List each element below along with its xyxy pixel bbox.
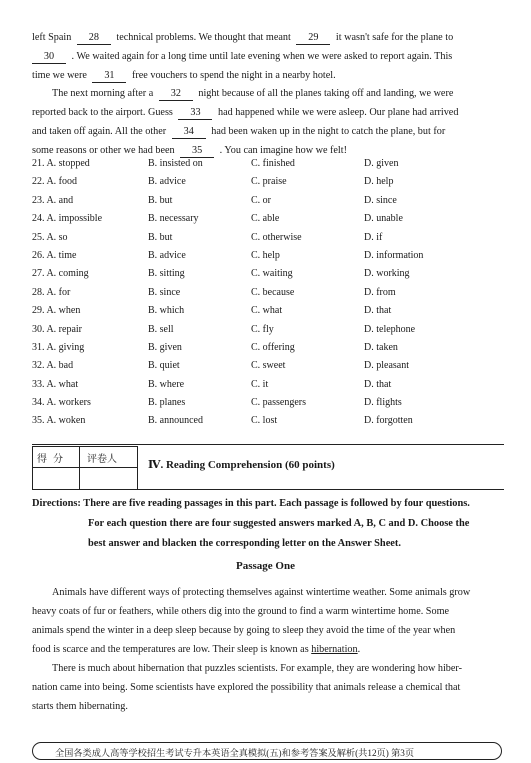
option-choice: C. able xyxy=(251,213,280,225)
option-choice: C. it xyxy=(251,378,269,390)
option-choice: D. if xyxy=(364,231,383,243)
option-choice: B. since xyxy=(148,286,181,298)
option-choice: D. given xyxy=(364,158,399,169)
option-row xyxy=(32,397,504,415)
passage-title: Passage One xyxy=(236,560,295,572)
option-row xyxy=(32,305,504,323)
cloze-line: 30 . We waited again for a long time until late evening when we were asked to report again. This xyxy=(32,47,504,66)
cloze-line: time we were 31 free vouchers to spend the night in a nearby hotel. xyxy=(32,70,336,81)
option-row xyxy=(32,415,504,433)
option-row xyxy=(32,360,504,378)
option-choice: D. flights xyxy=(364,397,402,409)
option-choice: 22. A. food xyxy=(32,176,77,188)
option-choice: D. pleasant xyxy=(364,360,409,372)
option-choice: B. advice xyxy=(148,249,186,261)
option-row xyxy=(32,287,504,305)
option-choice: D. telephone xyxy=(364,323,416,335)
page-footer xyxy=(32,742,502,760)
option-choice: D. taken xyxy=(364,341,398,353)
option-choice: D. forgotten xyxy=(364,415,413,427)
option-choice: B. but xyxy=(148,194,173,206)
option-choice: 35. A. woken xyxy=(32,415,86,427)
option-choice: C. waiting xyxy=(251,268,293,280)
option-choice: B. sell xyxy=(148,323,174,335)
option-row xyxy=(32,195,504,213)
option-choice: D. information xyxy=(364,249,424,261)
option-choice: 27. A. coming xyxy=(32,268,89,280)
option-choice: 34. A. workers xyxy=(32,397,91,409)
option-choice: C. passengers xyxy=(251,397,306,409)
cloze-line: reported back to the airport. Guess 33 had happened while we were asleep. Our plane had arrived xyxy=(32,107,459,118)
directions: Directions: There are five reading passages in this part. Each passage is followed by four questions. For each question there are four suggested answers marked A, B, C and D. Choose the best answer and blacken the corresponding letter on the Answer Sheet. xyxy=(32,498,470,549)
blank-30: 30 xyxy=(32,51,66,64)
option-choice: B. planes xyxy=(148,397,186,409)
cloze-line: The next morning after a 32 night because of all the planes taking off and landing, we were xyxy=(52,88,454,99)
option-row xyxy=(32,324,504,342)
cloze-paragraph-1 xyxy=(32,28,504,85)
option-row xyxy=(32,176,504,194)
option-choice: B. but xyxy=(148,231,173,243)
cloze-line: left Spain 28 technical problems. We thought that meant 29 it wasn't safe for the plane to xyxy=(32,32,454,43)
option-choice: C. fly xyxy=(251,323,274,335)
option-row xyxy=(32,158,504,176)
option-choice: 30. A. repair xyxy=(32,323,82,335)
score-label: 得分 xyxy=(37,454,69,465)
option-row xyxy=(32,250,504,268)
option-choice: B. which xyxy=(148,305,185,317)
blank-28: 28 xyxy=(77,32,111,45)
option-choice: B. quiet xyxy=(148,360,180,372)
option-choice: 25. A. so xyxy=(32,231,68,243)
option-row xyxy=(32,379,504,397)
option-choice: C. or xyxy=(251,194,271,206)
option-row xyxy=(32,268,504,286)
option-choice: D. help xyxy=(364,176,394,188)
option-row xyxy=(32,342,504,360)
passage-text: Animals have different ways of protecting themselves against wintertime weather. Some animals grow heavy coats of fur or feathers, while others dig into the ground to find a warm wintertime home. Some animals spend the winter in a deep sleep because by going to sleep they avoid the time of the year when food is scarce and the temperatures are low. Their sleep is known as hibernation. There is much about hibernation that puzzles scientists. For example, they are wondering how hiber- nation came into being. Some scientists have explored the possibility that animals release a chemical that starts them hibernating. xyxy=(32,587,471,712)
option-choice: B. necessary xyxy=(148,213,199,225)
divider-line xyxy=(32,444,504,445)
option-choice: B. where xyxy=(148,378,185,390)
option-choice: D. that xyxy=(364,378,392,390)
option-choice: B. insisted on xyxy=(148,158,203,169)
cloze-line: and taken off again. All the other 34 had been waken up in the night to catch the plane, but for xyxy=(32,126,446,137)
hibernation-underlined: hibernation xyxy=(311,644,358,655)
option-choice: 31. A. giving xyxy=(32,341,85,353)
option-choice: D. from xyxy=(364,286,396,298)
section-title: Ⅳ. Reading Comprehension (60 points) xyxy=(148,459,335,471)
option-choice: 23. A. and xyxy=(32,194,74,206)
option-choice: 21. A. stopped xyxy=(32,158,90,169)
option-choice: 33. A. what xyxy=(32,378,79,390)
option-choice: C. help xyxy=(251,249,280,261)
option-choice: D. since xyxy=(364,194,397,206)
option-choice: C. praise xyxy=(251,176,287,188)
answer-options xyxy=(32,158,504,434)
option-choice: C. lost xyxy=(251,415,278,427)
cloze-line: some reasons or other we had been 35 . You can imagine how we felt! xyxy=(32,145,347,156)
option-choice: C. finished xyxy=(251,158,295,169)
option-row xyxy=(32,232,504,250)
blank-32: 32 xyxy=(159,88,193,101)
blank-31: 31 xyxy=(92,70,126,83)
footer-text: 全国各类成人高等学校招生考试专升本英语全真模拟(五)和参考答案及解析(共12页) 第3页 xyxy=(55,748,415,758)
option-choice: C. otherwise xyxy=(251,231,302,243)
option-choice: D. that xyxy=(364,305,392,317)
option-choice: 28. A. for xyxy=(32,286,71,298)
option-choice: C. sweet xyxy=(251,360,286,372)
grader-label: 评卷人 xyxy=(87,454,117,465)
divider-line xyxy=(32,489,504,490)
option-choice: 29. A. when xyxy=(32,305,81,317)
option-choice: C. because xyxy=(251,286,295,298)
blank-29: 29 xyxy=(296,32,330,45)
cloze-paragraph-2 xyxy=(32,84,504,160)
option-choice: 26. A. time xyxy=(32,249,77,261)
blank-35: 35 xyxy=(180,145,214,158)
blank-34: 34 xyxy=(172,126,206,139)
option-choice: B. announced xyxy=(148,415,203,427)
option-choice: C. what xyxy=(251,305,283,317)
option-choice: B. advice xyxy=(148,176,186,188)
score-box xyxy=(32,446,138,490)
option-choice: 32. A. bad xyxy=(32,360,74,372)
blank-33: 33 xyxy=(178,107,212,120)
option-choice: B. sitting xyxy=(148,268,185,280)
option-choice: C. offering xyxy=(251,341,295,353)
option-row xyxy=(32,213,504,231)
option-choice: D. unable xyxy=(364,213,403,225)
option-choice: D. working xyxy=(364,268,410,280)
option-choice: 24. A. impossible xyxy=(32,213,103,225)
option-choice: B. given xyxy=(148,341,182,353)
